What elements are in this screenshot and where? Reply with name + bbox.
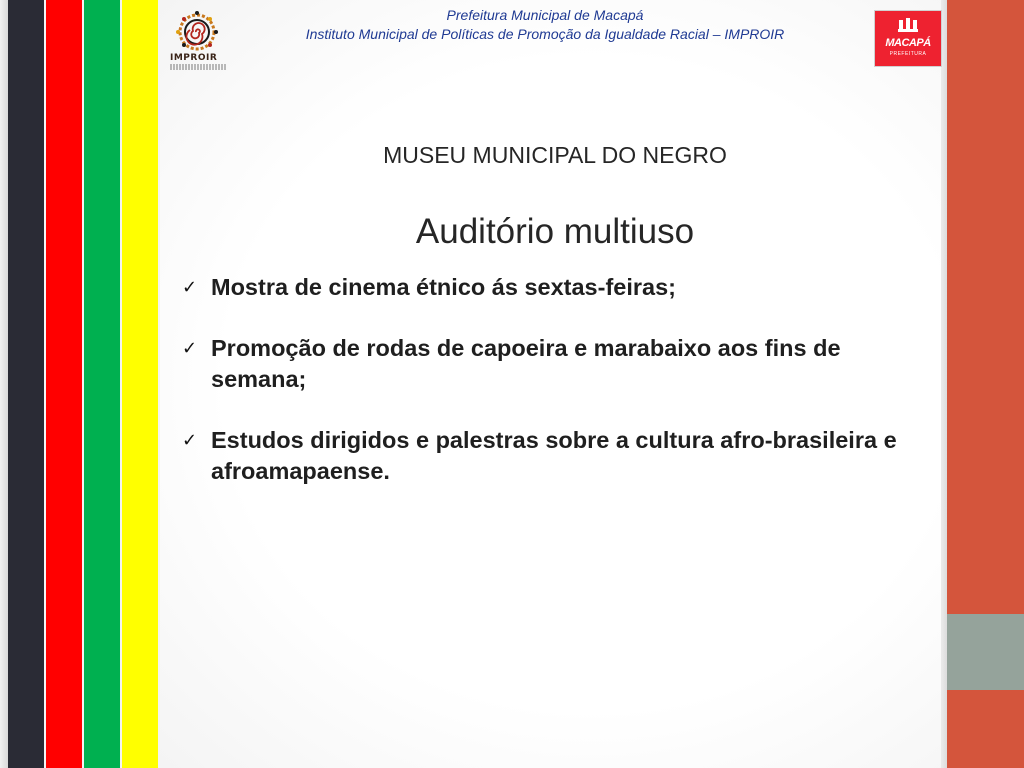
stripe-yellow [121, 0, 159, 768]
stripe-gap [44, 0, 46, 768]
slide-subtitle: Auditório multiuso [415, 212, 695, 251]
left-edge [0, 0, 8, 768]
right-gray-block [947, 614, 1024, 690]
stripe-black [8, 0, 45, 768]
stripe-gap [82, 0, 84, 768]
bullet-list [180, 272, 900, 517]
header-line-1: Prefeitura Municipal de Macapá [446, 7, 644, 23]
list-item [180, 272, 900, 303]
bullet-text: Mostra de cinema étnico ás sextas-feiras; [211, 274, 676, 300]
macapa-logo-subtext: PREFEITURA [889, 51, 927, 57]
improir-logo-subtext [170, 64, 226, 70]
header-line-2: Instituto Municipal de Políticas de Promoção da Igualdade Racial – IMPROIR [305, 26, 785, 42]
list-item [180, 425, 900, 487]
macapa-emblem-icon [898, 18, 918, 32]
checkmark-icon: ✓ [182, 430, 198, 451]
stripe-gap [120, 0, 122, 768]
macapa-logo-name: MACAPÁ [885, 37, 931, 49]
list-item [180, 333, 900, 395]
macapa-logo [874, 10, 942, 67]
bullet-text: Promoção de rodas de capoeira e marabaixo aos fins de semana; [211, 335, 841, 392]
slide-title: MUSEU MUNICIPAL DO NEGRO [383, 142, 727, 168]
stripe-green [83, 0, 121, 768]
stripe-red [45, 0, 83, 768]
bullet-text: Estudos dirigidos e palestras sobre a cultura afro-brasileira e afroamapaense. [211, 427, 897, 484]
improir-logo-text: IMPROIR [170, 53, 218, 63]
checkmark-icon: ✓ [182, 277, 198, 298]
checkmark-icon: ✓ [182, 338, 198, 359]
page-header [225, 6, 865, 44]
